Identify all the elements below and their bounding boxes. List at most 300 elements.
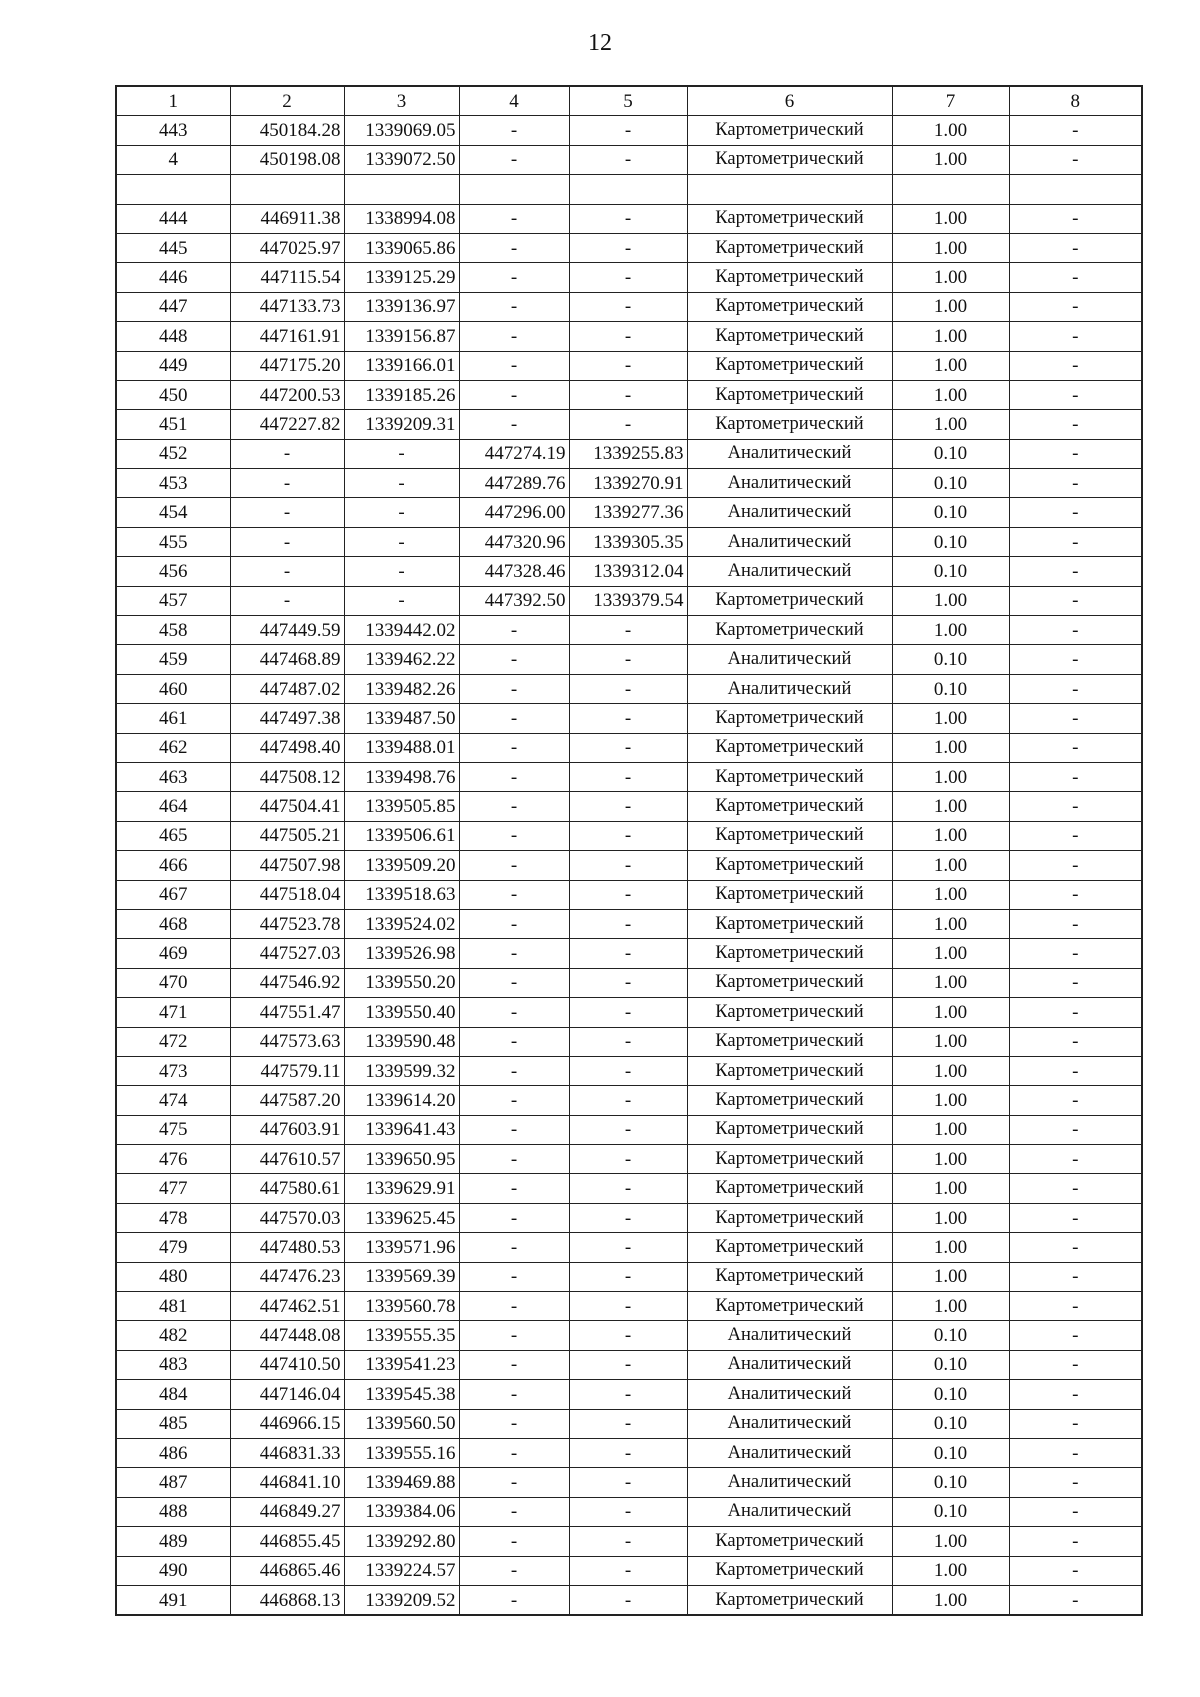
table-row bbox=[116, 586, 1142, 615]
x-coordinate-alt-cell: - bbox=[459, 292, 569, 321]
method-cell: Картометрический bbox=[687, 322, 892, 351]
note-cell: - bbox=[1009, 410, 1142, 439]
accuracy-cell: 0.10 bbox=[892, 1321, 1009, 1350]
accuracy-cell: 1.00 bbox=[892, 1262, 1009, 1291]
accuracy-cell: 0.10 bbox=[892, 1468, 1009, 1497]
note-cell: - bbox=[1009, 351, 1142, 380]
accuracy-cell: 1.00 bbox=[892, 1115, 1009, 1144]
table-row bbox=[116, 1115, 1142, 1144]
accuracy-cell: 1.00 bbox=[892, 1585, 1009, 1615]
x-coordinate-alt-cell: - bbox=[459, 1468, 569, 1497]
x-coordinate-alt-cell: - bbox=[459, 998, 569, 1027]
y-coordinate-cell: 1339166.01 bbox=[344, 351, 459, 380]
table-body bbox=[116, 116, 1142, 1615]
y-coordinate-alt-cell: - bbox=[569, 1174, 687, 1203]
y-coordinate-cell: 1339509.20 bbox=[344, 851, 459, 880]
x-coordinate-cell: 447518.04 bbox=[230, 880, 344, 909]
method-cell: Аналитический bbox=[687, 1409, 892, 1438]
y-coordinate-cell: 1339209.31 bbox=[344, 410, 459, 439]
method-cell: Аналитический bbox=[687, 469, 892, 498]
method-cell: Картометрический bbox=[687, 1086, 892, 1115]
point-number-cell: 444 bbox=[116, 204, 230, 233]
y-coordinate-cell: 1339209.52 bbox=[344, 1585, 459, 1615]
y-coordinate-alt-cell: 1339379.54 bbox=[569, 586, 687, 615]
x-coordinate-cell: - bbox=[230, 439, 344, 468]
point-number-cell: 465 bbox=[116, 821, 230, 850]
y-coordinate-alt-cell: - bbox=[569, 998, 687, 1027]
table-row bbox=[116, 762, 1142, 791]
note-cell: - bbox=[1009, 1115, 1142, 1144]
page-number: 12 bbox=[588, 30, 612, 56]
x-coordinate-cell: 446911.38 bbox=[230, 204, 344, 233]
x-coordinate-alt-cell: - bbox=[459, 351, 569, 380]
accuracy-cell: 1.00 bbox=[892, 204, 1009, 233]
table-row bbox=[116, 1409, 1142, 1438]
method-cell: Картометрический bbox=[687, 1585, 892, 1615]
method-cell: Картометрический bbox=[687, 851, 892, 880]
table-row bbox=[116, 998, 1142, 1027]
x-coordinate-alt-cell: 447328.46 bbox=[459, 557, 569, 586]
y-coordinate-cell: 1339065.86 bbox=[344, 233, 459, 262]
x-coordinate-alt-cell: - bbox=[459, 1145, 569, 1174]
table-row bbox=[116, 1380, 1142, 1409]
x-coordinate-cell: 447480.53 bbox=[230, 1233, 344, 1262]
y-coordinate-alt-cell: - bbox=[569, 968, 687, 997]
accuracy-cell: 0.10 bbox=[892, 498, 1009, 527]
note-cell: - bbox=[1009, 733, 1142, 762]
table-row bbox=[116, 1556, 1142, 1585]
y-coordinate-cell: 1339384.06 bbox=[344, 1497, 459, 1526]
y-coordinate-cell: 1339526.98 bbox=[344, 939, 459, 968]
x-coordinate-cell: 446855.45 bbox=[230, 1527, 344, 1556]
accuracy-cell: 1.00 bbox=[892, 263, 1009, 292]
table-row bbox=[116, 469, 1142, 498]
header-cell-6: 6 bbox=[687, 86, 892, 116]
method-cell: Картометрический bbox=[687, 351, 892, 380]
y-coordinate-alt-cell: - bbox=[569, 1380, 687, 1409]
y-coordinate-cell: 1339545.38 bbox=[344, 1380, 459, 1409]
point-number-cell: 478 bbox=[116, 1203, 230, 1232]
y-coordinate-alt-cell: - bbox=[569, 851, 687, 880]
note-cell: - bbox=[1009, 909, 1142, 938]
x-coordinate-cell: 450184.28 bbox=[230, 116, 344, 145]
point-number-cell: 446 bbox=[116, 263, 230, 292]
table-row bbox=[116, 674, 1142, 703]
note-cell: - bbox=[1009, 616, 1142, 645]
accuracy-cell bbox=[892, 175, 1009, 204]
point-number-cell: 452 bbox=[116, 439, 230, 468]
note-cell: - bbox=[1009, 1145, 1142, 1174]
x-coordinate-alt-cell: - bbox=[459, 1497, 569, 1526]
x-coordinate-cell: 447487.02 bbox=[230, 674, 344, 703]
point-number-cell: 460 bbox=[116, 674, 230, 703]
y-coordinate-alt-cell: - bbox=[569, 1409, 687, 1438]
y-coordinate-cell: 1339156.87 bbox=[344, 322, 459, 351]
note-cell: - bbox=[1009, 145, 1142, 174]
accuracy-cell: 1.00 bbox=[892, 233, 1009, 262]
point-number-cell: 4 bbox=[116, 145, 230, 174]
y-coordinate-alt-cell: - bbox=[569, 909, 687, 938]
x-coordinate-cell: 447161.91 bbox=[230, 322, 344, 351]
x-coordinate-cell: 447587.20 bbox=[230, 1086, 344, 1115]
table-row bbox=[116, 1203, 1142, 1232]
point-number-cell: 466 bbox=[116, 851, 230, 880]
y-coordinate-cell: 1339560.50 bbox=[344, 1409, 459, 1438]
y-coordinate-alt-cell: - bbox=[569, 322, 687, 351]
point-number-cell: 490 bbox=[116, 1556, 230, 1585]
x-coordinate-alt-cell: - bbox=[459, 410, 569, 439]
accuracy-cell: 1.00 bbox=[892, 1233, 1009, 1262]
x-coordinate-alt-cell: - bbox=[459, 1556, 569, 1585]
note-cell: - bbox=[1009, 1027, 1142, 1056]
y-coordinate-cell: 1339487.50 bbox=[344, 704, 459, 733]
method-cell: Картометрический bbox=[687, 704, 892, 733]
table-row bbox=[116, 1350, 1142, 1379]
method-cell: Аналитический bbox=[687, 527, 892, 556]
method-cell: Аналитический bbox=[687, 1438, 892, 1467]
method-cell: Картометрический bbox=[687, 204, 892, 233]
point-number-cell: 491 bbox=[116, 1585, 230, 1615]
y-coordinate-cell: 1339505.85 bbox=[344, 792, 459, 821]
table-row bbox=[116, 439, 1142, 468]
y-coordinate-alt-cell: - bbox=[569, 233, 687, 262]
x-coordinate-alt-cell: - bbox=[459, 380, 569, 409]
x-coordinate-alt-cell: - bbox=[459, 1115, 569, 1144]
x-coordinate-alt-cell: - bbox=[459, 909, 569, 938]
table-row bbox=[116, 233, 1142, 262]
table-row bbox=[116, 1086, 1142, 1115]
table-row bbox=[116, 1468, 1142, 1497]
header-cell-4: 4 bbox=[459, 86, 569, 116]
x-coordinate-cell: 447507.98 bbox=[230, 851, 344, 880]
y-coordinate-cell: 1339185.26 bbox=[344, 380, 459, 409]
y-coordinate-alt-cell: - bbox=[569, 645, 687, 674]
x-coordinate-cell: - bbox=[230, 527, 344, 556]
x-coordinate-cell: 450198.08 bbox=[230, 145, 344, 174]
point-number-cell: 483 bbox=[116, 1350, 230, 1379]
note-cell: - bbox=[1009, 1233, 1142, 1262]
y-coordinate-alt-cell bbox=[569, 175, 687, 204]
point-number-cell: 476 bbox=[116, 1145, 230, 1174]
point-number-cell: 480 bbox=[116, 1262, 230, 1291]
y-coordinate-cell: 1339072.50 bbox=[344, 145, 459, 174]
y-coordinate-cell: 1339571.96 bbox=[344, 1233, 459, 1262]
x-coordinate-alt-cell: - bbox=[459, 880, 569, 909]
y-coordinate-cell: 1339125.29 bbox=[344, 263, 459, 292]
note-cell: - bbox=[1009, 380, 1142, 409]
table-row bbox=[116, 645, 1142, 674]
table-row bbox=[116, 1585, 1142, 1615]
accuracy-cell: 1.00 bbox=[892, 1292, 1009, 1321]
note-cell: - bbox=[1009, 439, 1142, 468]
note-cell: - bbox=[1009, 1056, 1142, 1085]
method-cell: Картометрический bbox=[687, 1174, 892, 1203]
table-row bbox=[116, 410, 1142, 439]
point-number-cell: 443 bbox=[116, 116, 230, 145]
y-coordinate-alt-cell: - bbox=[569, 1321, 687, 1350]
note-cell: - bbox=[1009, 880, 1142, 909]
point-number-cell: 485 bbox=[116, 1409, 230, 1438]
note-cell: - bbox=[1009, 204, 1142, 233]
note-cell: - bbox=[1009, 1174, 1142, 1203]
method-cell: Картометрический bbox=[687, 733, 892, 762]
method-cell: Картометрический bbox=[687, 792, 892, 821]
x-coordinate-alt-cell: - bbox=[459, 1585, 569, 1615]
y-coordinate-cell: - bbox=[344, 439, 459, 468]
header-cell-3: 3 bbox=[344, 86, 459, 116]
x-coordinate-alt-cell: 447289.76 bbox=[459, 469, 569, 498]
accuracy-cell: 1.00 bbox=[892, 704, 1009, 733]
accuracy-cell: 1.00 bbox=[892, 792, 1009, 821]
table-row bbox=[116, 968, 1142, 997]
point-number-cell: 469 bbox=[116, 939, 230, 968]
x-coordinate-cell: 446966.15 bbox=[230, 1409, 344, 1438]
y-coordinate-alt-cell: - bbox=[569, 263, 687, 292]
note-cell: - bbox=[1009, 998, 1142, 1027]
method-cell: Картометрический bbox=[687, 1233, 892, 1262]
accuracy-cell: 0.10 bbox=[892, 1350, 1009, 1379]
point-number-cell: 488 bbox=[116, 1497, 230, 1526]
x-coordinate-cell: 446865.46 bbox=[230, 1556, 344, 1585]
accuracy-cell: 1.00 bbox=[892, 998, 1009, 1027]
x-coordinate-cell: 447570.03 bbox=[230, 1203, 344, 1232]
y-coordinate-alt-cell: - bbox=[569, 410, 687, 439]
note-cell: - bbox=[1009, 1203, 1142, 1232]
x-coordinate-cell: 447476.23 bbox=[230, 1262, 344, 1291]
x-coordinate-alt-cell: - bbox=[459, 968, 569, 997]
x-coordinate-alt-cell: - bbox=[459, 116, 569, 145]
y-coordinate-alt-cell: 1339312.04 bbox=[569, 557, 687, 586]
method-cell: Картометрический bbox=[687, 1145, 892, 1174]
accuracy-cell: 1.00 bbox=[892, 880, 1009, 909]
note-cell: - bbox=[1009, 1438, 1142, 1467]
y-coordinate-alt-cell: - bbox=[569, 292, 687, 321]
point-number-cell: 451 bbox=[116, 410, 230, 439]
accuracy-cell: 1.00 bbox=[892, 322, 1009, 351]
y-coordinate-alt-cell: - bbox=[569, 1027, 687, 1056]
note-cell: - bbox=[1009, 586, 1142, 615]
y-coordinate-alt-cell: - bbox=[569, 1145, 687, 1174]
table-row bbox=[116, 175, 1142, 204]
accuracy-cell: 1.00 bbox=[892, 145, 1009, 174]
y-coordinate-cell: 1339506.61 bbox=[344, 821, 459, 850]
y-coordinate-cell: 1339614.20 bbox=[344, 1086, 459, 1115]
x-coordinate-cell: 446849.27 bbox=[230, 1497, 344, 1526]
x-coordinate-cell: 447527.03 bbox=[230, 939, 344, 968]
header-cell-5: 5 bbox=[569, 86, 687, 116]
header-cell-2: 2 bbox=[230, 86, 344, 116]
x-coordinate-cell: 447523.78 bbox=[230, 909, 344, 938]
header-cell-7: 7 bbox=[892, 86, 1009, 116]
y-coordinate-alt-cell: - bbox=[569, 616, 687, 645]
accuracy-cell: 0.10 bbox=[892, 557, 1009, 586]
y-coordinate-alt-cell: - bbox=[569, 1292, 687, 1321]
accuracy-cell: 1.00 bbox=[892, 968, 1009, 997]
y-coordinate-alt-cell: - bbox=[569, 939, 687, 968]
x-coordinate-alt-cell: - bbox=[459, 733, 569, 762]
x-coordinate-alt-cell: - bbox=[459, 1233, 569, 1262]
point-number-cell: 459 bbox=[116, 645, 230, 674]
x-coordinate-cell: 447468.89 bbox=[230, 645, 344, 674]
accuracy-cell: 1.00 bbox=[892, 410, 1009, 439]
accuracy-cell: 0.10 bbox=[892, 439, 1009, 468]
y-coordinate-alt-cell: - bbox=[569, 1497, 687, 1526]
x-coordinate-alt-cell: - bbox=[459, 1056, 569, 1085]
x-coordinate-cell: 447025.97 bbox=[230, 233, 344, 262]
x-coordinate-alt-cell: - bbox=[459, 204, 569, 233]
x-coordinate-alt-cell: - bbox=[459, 792, 569, 821]
accuracy-cell: 1.00 bbox=[892, 1027, 1009, 1056]
y-coordinate-cell: 1339292.80 bbox=[344, 1527, 459, 1556]
point-number-cell: 453 bbox=[116, 469, 230, 498]
accuracy-cell: 0.10 bbox=[892, 469, 1009, 498]
x-coordinate-alt-cell: - bbox=[459, 1380, 569, 1409]
method-cell: Картометрический bbox=[687, 145, 892, 174]
y-coordinate-cell: 1339482.26 bbox=[344, 674, 459, 703]
table-row bbox=[116, 116, 1142, 145]
note-cell: - bbox=[1009, 1585, 1142, 1615]
table-row bbox=[116, 1174, 1142, 1203]
table-row bbox=[116, 145, 1142, 174]
method-cell: Аналитический bbox=[687, 557, 892, 586]
table-row bbox=[116, 263, 1142, 292]
note-cell: - bbox=[1009, 233, 1142, 262]
method-cell: Картометрический bbox=[687, 1262, 892, 1291]
y-coordinate-alt-cell: - bbox=[569, 1086, 687, 1115]
table-row bbox=[116, 909, 1142, 938]
point-number-cell: 473 bbox=[116, 1056, 230, 1085]
table-row bbox=[116, 1056, 1142, 1085]
x-coordinate-cell: 447504.41 bbox=[230, 792, 344, 821]
table-row bbox=[116, 1145, 1142, 1174]
table-row bbox=[116, 851, 1142, 880]
y-coordinate-alt-cell: - bbox=[569, 821, 687, 850]
method-cell: Аналитический bbox=[687, 1380, 892, 1409]
accuracy-cell: 1.00 bbox=[892, 1556, 1009, 1585]
x-coordinate-alt-cell: - bbox=[459, 263, 569, 292]
table-row bbox=[116, 1527, 1142, 1556]
note-cell: - bbox=[1009, 1350, 1142, 1379]
accuracy-cell: 1.00 bbox=[892, 1056, 1009, 1085]
method-cell: Картометрический bbox=[687, 998, 892, 1027]
y-coordinate-cell: 1339599.32 bbox=[344, 1056, 459, 1085]
y-coordinate-cell: 1339524.02 bbox=[344, 909, 459, 938]
y-coordinate-alt-cell: - bbox=[569, 1233, 687, 1262]
y-coordinate-cell: 1339555.35 bbox=[344, 1321, 459, 1350]
point-number-cell: 449 bbox=[116, 351, 230, 380]
point-number-cell: 447 bbox=[116, 292, 230, 321]
note-cell: - bbox=[1009, 704, 1142, 733]
x-coordinate-cell: 447133.73 bbox=[230, 292, 344, 321]
method-cell: Картометрический bbox=[687, 233, 892, 262]
accuracy-cell: 1.00 bbox=[892, 586, 1009, 615]
method-cell: Картометрический bbox=[687, 1115, 892, 1144]
method-cell: Картометрический bbox=[687, 292, 892, 321]
y-coordinate-alt-cell: - bbox=[569, 351, 687, 380]
x-coordinate-alt-cell: - bbox=[459, 939, 569, 968]
x-coordinate-alt-cell: - bbox=[459, 645, 569, 674]
y-coordinate-alt-cell: - bbox=[569, 674, 687, 703]
note-cell: - bbox=[1009, 762, 1142, 791]
note-cell: - bbox=[1009, 1380, 1142, 1409]
y-coordinate-cell: - bbox=[344, 586, 459, 615]
y-coordinate-alt-cell: - bbox=[569, 145, 687, 174]
table-row bbox=[116, 616, 1142, 645]
table-row bbox=[116, 1027, 1142, 1056]
note-cell: - bbox=[1009, 322, 1142, 351]
point-number-cell: 484 bbox=[116, 1380, 230, 1409]
note-cell: - bbox=[1009, 968, 1142, 997]
table-row bbox=[116, 1438, 1142, 1467]
y-coordinate-alt-cell: 1339270.91 bbox=[569, 469, 687, 498]
point-number-cell: 454 bbox=[116, 498, 230, 527]
method-cell: Картометрический bbox=[687, 116, 892, 145]
y-coordinate-cell: 1339625.45 bbox=[344, 1203, 459, 1232]
x-coordinate-cell: 446831.33 bbox=[230, 1438, 344, 1467]
x-coordinate-cell: 447508.12 bbox=[230, 762, 344, 791]
y-coordinate-cell: 1339641.43 bbox=[344, 1115, 459, 1144]
accuracy-cell: 0.10 bbox=[892, 527, 1009, 556]
accuracy-cell: 1.00 bbox=[892, 939, 1009, 968]
y-coordinate-alt-cell: - bbox=[569, 762, 687, 791]
y-coordinate-cell bbox=[344, 175, 459, 204]
x-coordinate-cell: 447505.21 bbox=[230, 821, 344, 850]
point-number-cell: 455 bbox=[116, 527, 230, 556]
x-coordinate-cell: 447573.63 bbox=[230, 1027, 344, 1056]
y-coordinate-alt-cell: - bbox=[569, 1203, 687, 1232]
x-coordinate-alt-cell: - bbox=[459, 1292, 569, 1321]
y-coordinate-cell: - bbox=[344, 469, 459, 498]
method-cell: Картометрический bbox=[687, 909, 892, 938]
point-number-cell: 486 bbox=[116, 1438, 230, 1467]
x-coordinate-alt-cell: - bbox=[459, 704, 569, 733]
x-coordinate-alt-cell: - bbox=[459, 1027, 569, 1056]
method-cell: Картометрический bbox=[687, 263, 892, 292]
x-coordinate-alt-cell: 447274.19 bbox=[459, 439, 569, 468]
point-number-cell: 477 bbox=[116, 1174, 230, 1203]
point-number-cell: 487 bbox=[116, 1468, 230, 1497]
x-coordinate-alt-cell: 447392.50 bbox=[459, 586, 569, 615]
y-coordinate-alt-cell: - bbox=[569, 733, 687, 762]
table-row bbox=[116, 557, 1142, 586]
point-number-cell: 450 bbox=[116, 380, 230, 409]
note-cell bbox=[1009, 175, 1142, 204]
y-coordinate-alt-cell: - bbox=[569, 792, 687, 821]
note-cell: - bbox=[1009, 1497, 1142, 1526]
x-coordinate-cell: 447227.82 bbox=[230, 410, 344, 439]
note-cell: - bbox=[1009, 674, 1142, 703]
accuracy-cell: 1.00 bbox=[892, 1174, 1009, 1203]
accuracy-cell: 1.00 bbox=[892, 116, 1009, 145]
x-coordinate-alt-cell: - bbox=[459, 145, 569, 174]
point-number-cell bbox=[116, 175, 230, 204]
x-coordinate-alt-cell: - bbox=[459, 616, 569, 645]
table-row bbox=[116, 1292, 1142, 1321]
point-number-cell: 467 bbox=[116, 880, 230, 909]
x-coordinate-cell: - bbox=[230, 498, 344, 527]
y-coordinate-cell: 1339550.20 bbox=[344, 968, 459, 997]
method-cell: Картометрический bbox=[687, 1027, 892, 1056]
table-row bbox=[116, 527, 1142, 556]
note-cell: - bbox=[1009, 792, 1142, 821]
method-cell: Аналитический bbox=[687, 1468, 892, 1497]
x-coordinate-cell: 447579.11 bbox=[230, 1056, 344, 1085]
y-coordinate-alt-cell: - bbox=[569, 116, 687, 145]
point-number-cell: 456 bbox=[116, 557, 230, 586]
method-cell: Картометрический bbox=[687, 1556, 892, 1585]
note-cell: - bbox=[1009, 939, 1142, 968]
x-coordinate-alt-cell: - bbox=[459, 1262, 569, 1291]
